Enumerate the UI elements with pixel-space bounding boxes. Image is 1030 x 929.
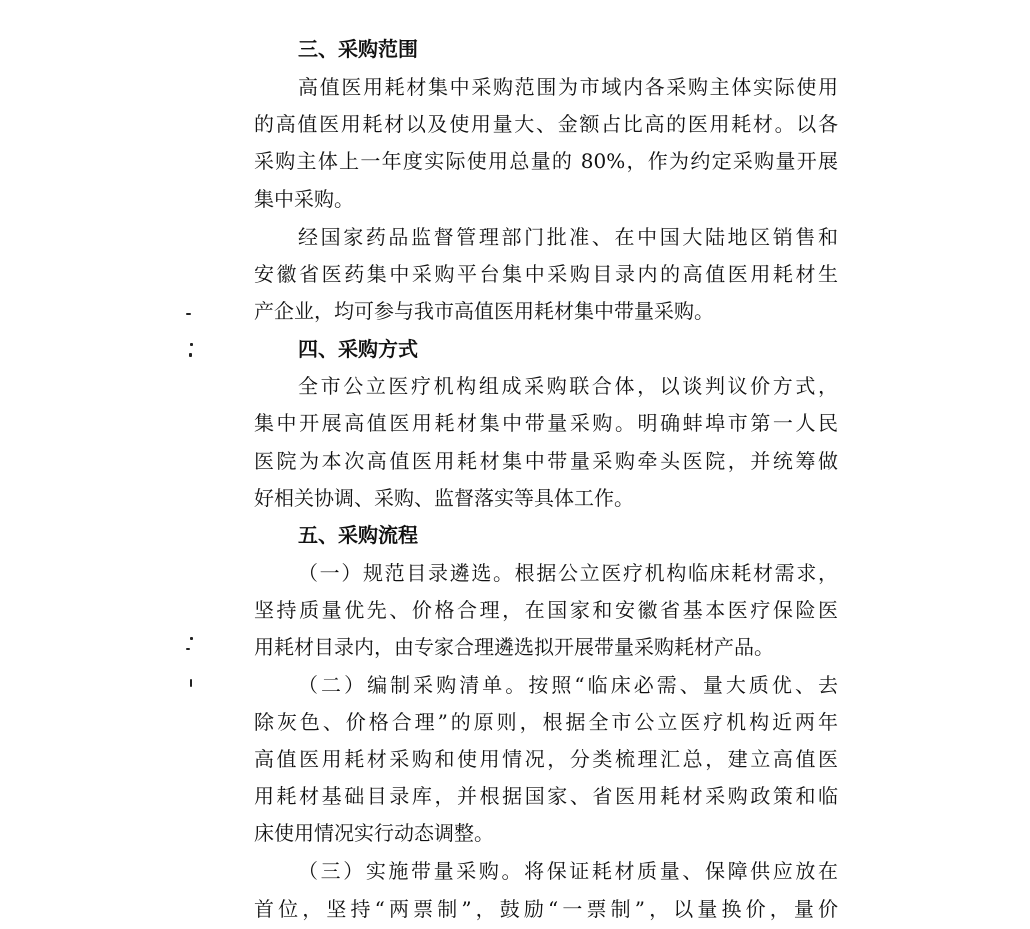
paragraph-line: 高值医用耗材集中采购范围为市域内各采购主体实际使用 (298, 75, 838, 99)
scan-mark (190, 637, 193, 640)
paragraph-line: 安徽省医药集中采购平台集中采购目录内的高值医用耗材生 (254, 262, 838, 286)
scan-mark (190, 679, 192, 687)
paragraph-line: 产企业，均可参与我市高值医用耗材集中带量采购。 (254, 299, 714, 323)
paragraph-line: 医院为本次高值医用耗材集中带量采购牵头医院，并统筹做 (254, 449, 838, 473)
paragraph-line: 采购主体上一年度实际使用总量的 80%，作为约定采购量开展 (254, 149, 838, 173)
paragraph-line: 集中采购。 (254, 187, 354, 211)
section-heading-5: 五、采购流程 (298, 523, 418, 547)
paragraph-line: （二）编制采购清单。按照“临床必需、量大质优、去 (298, 673, 838, 697)
scan-mark (189, 353, 192, 357)
paragraph-line: 床使用情况实行动态调整。 (254, 821, 494, 845)
paragraph-line: （一）规范目录遴选。根据公立医疗机构临床耗材需求， (298, 561, 838, 585)
paragraph-line: 好相关协调、采购、监督落实等具体工作。 (254, 486, 634, 510)
paragraph-line: 经国家药品监督管理部门批准、在中国大陆地区销售和 (298, 225, 838, 249)
scan-mark (186, 313, 191, 315)
paragraph-line: 的高值医用耗材以及使用量大、金额占比高的医用耗材。以各 (254, 112, 838, 136)
paragraph-line: 用耗材目录内，由专家合理遴选拟开展带量采购耗材产品。 (254, 635, 774, 659)
scan-mark (186, 648, 190, 650)
paragraph-line: 高值医用耗材采购和使用情况，分类梳理汇总，建立高值医 (254, 747, 838, 771)
paragraph-line: 除灰色、价格合理”的原则，根据全市公立医疗机构近两年 (254, 710, 838, 734)
paragraph-line: 用耗材基础目录库，并根据国家、省医用耗材采购政策和临 (254, 784, 838, 808)
paragraph-line: 首位，坚持“两票制”，鼓励“一票制”，以量换价，量价 (254, 897, 838, 921)
section-heading-3: 三、采购范围 (298, 37, 418, 61)
section-heading-4: 四、采购方式 (298, 337, 418, 361)
scan-mark (190, 343, 193, 346)
paragraph-line: 坚持质量优先、价格合理，在国家和安徽省基本医疗保险医 (254, 598, 838, 622)
paragraph-line: （三）实施带量采购。将保证耗材质量、保障供应放在 (298, 859, 838, 883)
paragraph-line: 集中开展高值医用耗材集中带量采购。明确蚌埠市第一人民 (254, 411, 838, 435)
paragraph-line: 全市公立医疗机构组成采购联合体，以谈判议价方式， (298, 374, 838, 398)
